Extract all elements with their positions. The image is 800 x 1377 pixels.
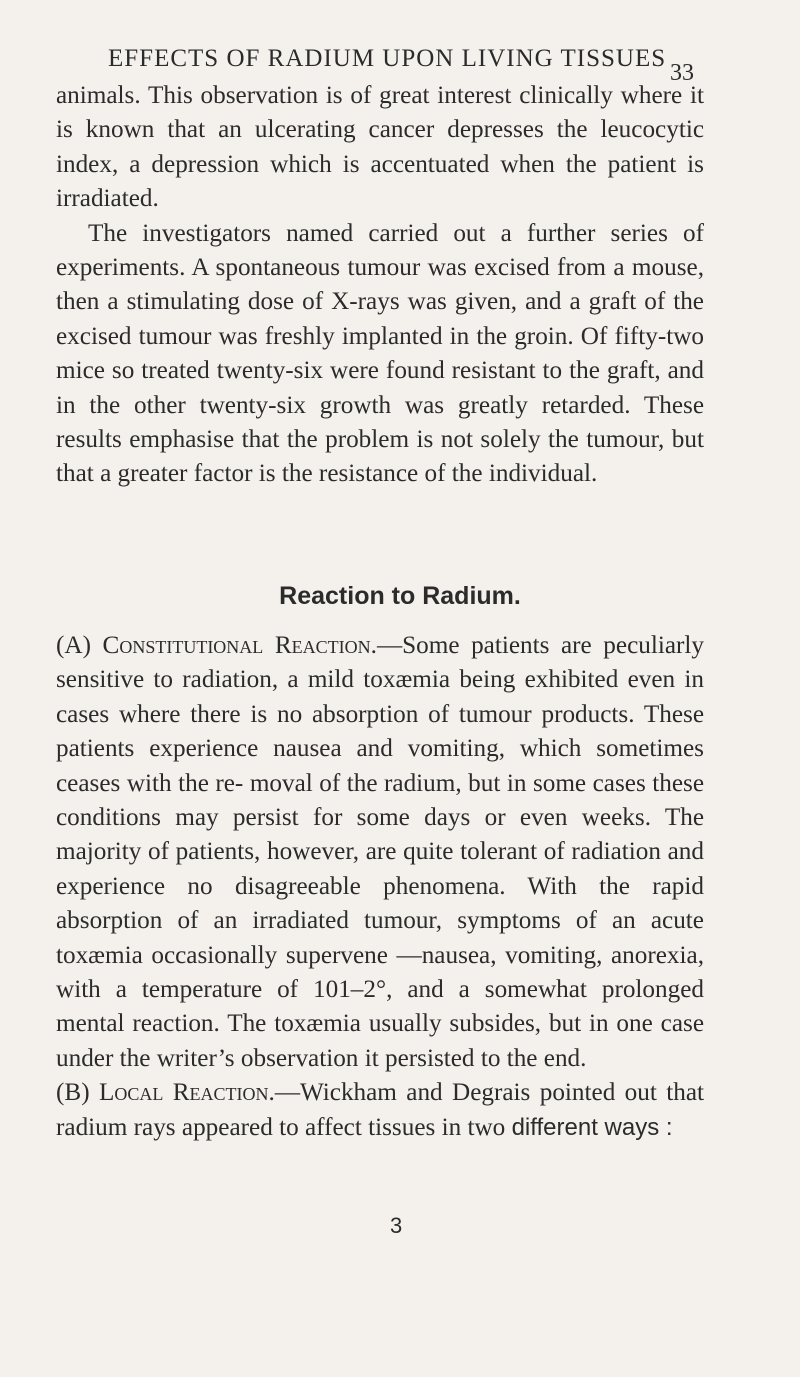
- running-head: [108, 44, 696, 74]
- signature-mark: 3: [390, 1213, 403, 1238]
- constitutional-reaction-text: —Some patients are peculiarly sensitive to radiation, a mild toxæmia being exhibited even in cases where there is no absorption of tumour products. These patients experience nausea and vomiting, which sometimes ceases with the re- moval of the radium, but in some cases these conditions may persist for some days or even weeks. The majority of patients, however, are quite tolerant of radiation and experience no disagreeable phenomena. With the rapid absorption of an irradiated tumour, symptoms of an acute toxæmia occasionally supervene —nausea, vomiting, anorexia, with a temperature of 101–2°, and a somewhat prolonged mental reaction. The toxæmia usually subsides, but in one case under the writer’s observation it persisted to the end.: [56, 632, 704, 1072]
- body-text-reaction: [56, 629, 704, 1145]
- paragraph-local: [56, 1076, 704, 1145]
- paragraph-experiments: The investigators named carried out a further series of experiments. A spontaneous tumour was excised from a mouse, then a stimulating dose of X-rays was given, and a graft of the excised tumour was freshly implanted in the groin. Of fifty-two mice so treated twenty-six were found resistant to the graft, and in the other twenty-six growth was greatly retarded. These results emphasise that the problem is not solely the tumour, but that a greater factor is the resistance of the individual.: [56, 219, 704, 488]
- page-number: 33: [670, 60, 694, 86]
- constitutional-reaction-label: (A) Constitutional Reaction.: [56, 632, 377, 659]
- section-heading: Reaction to Radium.: [279, 582, 521, 610]
- paragraph-constitutional: [56, 629, 704, 1076]
- paragraph-continuation: animals. This observation is of great interest clinically where it is known that an ulcerating cancer depresses the leucocytic index, a depression which is accentuated when the patient is irradiated.: [56, 82, 704, 213]
- body-text-top: [56, 79, 704, 492]
- local-reaction-text: —Wickham and Degrais pointed out that radium rays appeared to affect tissues in two: [56, 1079, 704, 1141]
- local-reaction-tail: different ways :: [511, 1113, 673, 1141]
- local-reaction-label: (B) Local Reaction.: [56, 1079, 275, 1107]
- running-title: EFFECTS OF RADIUM UPON LIVING TISSUES: [108, 45, 667, 72]
